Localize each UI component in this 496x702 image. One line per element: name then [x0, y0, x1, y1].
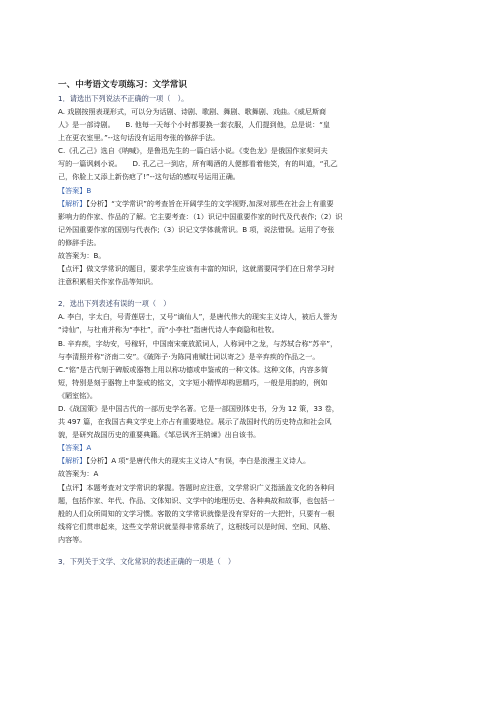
- comment-line: 做文学常识的题目，要求学生应该有丰富的知识，这就需要同学们在日常学习时: [86, 264, 335, 274]
- question-1: [58, 92, 440, 288]
- analysis-label: 【解析】: [58, 456, 87, 466]
- answer-label: 【答案】: [58, 443, 87, 453]
- question-1-line: C.《孔乙己》选自《呐喊》，是鲁迅先生的一篇白话小说。《变色龙》是俄国作家契诃夫: [58, 146, 328, 156]
- question-2-line: C.“铭”是古代刻于碑版或器物上用以称功德或申鉴戒的一种文体。这种文体，内容多简: [58, 364, 328, 374]
- question-2-line: D.《战国策》是中国古代的一部历史学名著。它是一部国别体史书，分为 12 策，33 卷，: [58, 403, 339, 413]
- comment-line: 般的人们众所周知的文学习惯。客散的文学常识就像是没有穿好的一大把针，只要有一根: [58, 508, 335, 518]
- analysis-line: 【分析】“文学常识”的考查旨在开阔学生的文学视野,加深对那些在社会上有重要: [86, 198, 334, 208]
- question-1-line: 人》是一部诗剧。 B. 他每一天每个小时都要换一套衣服，人们提到他，总是说：“皇: [58, 120, 330, 130]
- comment-label: 【点评】: [58, 264, 87, 274]
- question-2-line: A. 李白，字太白，号青莲居士，又号“谪仙人”，是唐代伟大的现实主义诗人，被后人誉为: [58, 312, 338, 322]
- question-2-line: 貌，是研究战国历史的重要典籍。《邹忌讽齐王纳谏》出自该书。: [58, 430, 261, 440]
- analysis-line: 【分析】A 项“是唐代伟大的现实主义诗人”有误，李白是浪漫主义诗人。: [86, 456, 311, 466]
- analysis-line: 故答案为：A: [58, 469, 99, 479]
- question-1-comment: [58, 262, 440, 275]
- answer-label: 【答案】: [58, 185, 87, 195]
- question-1-line: 上在更衣室里。”--这句话没有运用夸张的修辞手法。: [58, 133, 220, 143]
- comment-label: 【点评】: [58, 482, 87, 492]
- comment-line: 题，包括作家、年代、作品、文体知识、文学中的地理历史、各种典故和故事，也包括一: [58, 495, 335, 505]
- analysis-label: 【解析】: [58, 198, 87, 208]
- document-page: [58, 78, 440, 568]
- comment-line: 线将它们贯串起来，这些文学常识就显得非常系统了，这根线可以是时间、空间、风格、: [58, 521, 335, 531]
- comment-line: 注意积累相关作家作品等知识。: [58, 277, 158, 287]
- question-2-line: “诗仙”，与杜甫并称为“李杜”，而“小李杜”指唐代诗人李商隐和杜牧。: [58, 325, 279, 335]
- question-2-analysis: [58, 454, 440, 467]
- analysis-line: 记外国重要作家的国别与代表作;（3）识记文学体裁常识。B 项，说法错误。运用了夸张: [58, 224, 335, 234]
- answer-value: B: [86, 185, 92, 195]
- question-1-line: A. 戏剧按照表现形式，可以分为话剧、诗剧、歌剧、舞剧、歌舞剧、戏曲。《威尼斯商: [58, 107, 327, 116]
- question-2-comment: [58, 481, 440, 494]
- question-1-line: 己，你脸上又添上新伤疤了!”--这句话的感叹号运用正确。: [58, 172, 240, 182]
- question-2-line: 短，特别是刻于器物上申鉴戒的铭文，文字短小精悍却构思精巧，一般是用韵的，例如: [58, 377, 328, 387]
- question-2-line: 共 497 篇，在我国古典文学史上亦占有重要地位。展示了战国时代的历史特点和社会风: [58, 417, 332, 427]
- analysis-line: 故答案为：B。: [58, 251, 106, 261]
- question-2-line: 《陋室铭》。: [58, 390, 98, 400]
- question-1-answer: [58, 184, 440, 197]
- comment-line: 本题考查对文学常识的掌握。答题时应注意，文学常识广义指涵盖文化的各种问: [86, 482, 335, 492]
- question-3: [58, 555, 440, 568]
- question-3-title: 3．下列关于文学、文化常识的表述正确的一项是（ ）: [58, 557, 236, 566]
- analysis-line: 的修辞手法。: [58, 237, 101, 247]
- answer-value: A: [86, 443, 92, 453]
- question-2-line: 与李清照并称“济南二安”。《破阵子·为陈同甫赋壮词以寄之》是辛弃疾的作品之一。: [58, 351, 320, 361]
- comment-line: 内容等。: [58, 534, 87, 544]
- question-2-line: B. 辛弃疾，字幼安，号稼轩，中国南宋豪放派词人，人称词中之龙，与苏轼合称“苏辛”，: [58, 338, 338, 348]
- question-1-title: 1．请选出下列说法不正确的一项（ ）。: [58, 94, 189, 103]
- question-2-title: 2．选出下列表述有误的一项（ ）: [58, 299, 171, 309]
- question-2-answer: [58, 441, 440, 454]
- question-2: [58, 297, 440, 546]
- question-1-analysis: [58, 197, 440, 210]
- question-1-line: 写的一篇讽刺小说。 D. 孔乙己一到店，所有喝酒的人便都看着他笑，有的叫道，“孔乙: [58, 159, 338, 169]
- section-title: 一、中考语文专项练习：文学常识: [58, 80, 187, 90]
- analysis-line: 影响力的作家、作品的了解。它主要考查：（1）识记中国重要作家的时代及代表作;（2）识: [58, 211, 343, 221]
